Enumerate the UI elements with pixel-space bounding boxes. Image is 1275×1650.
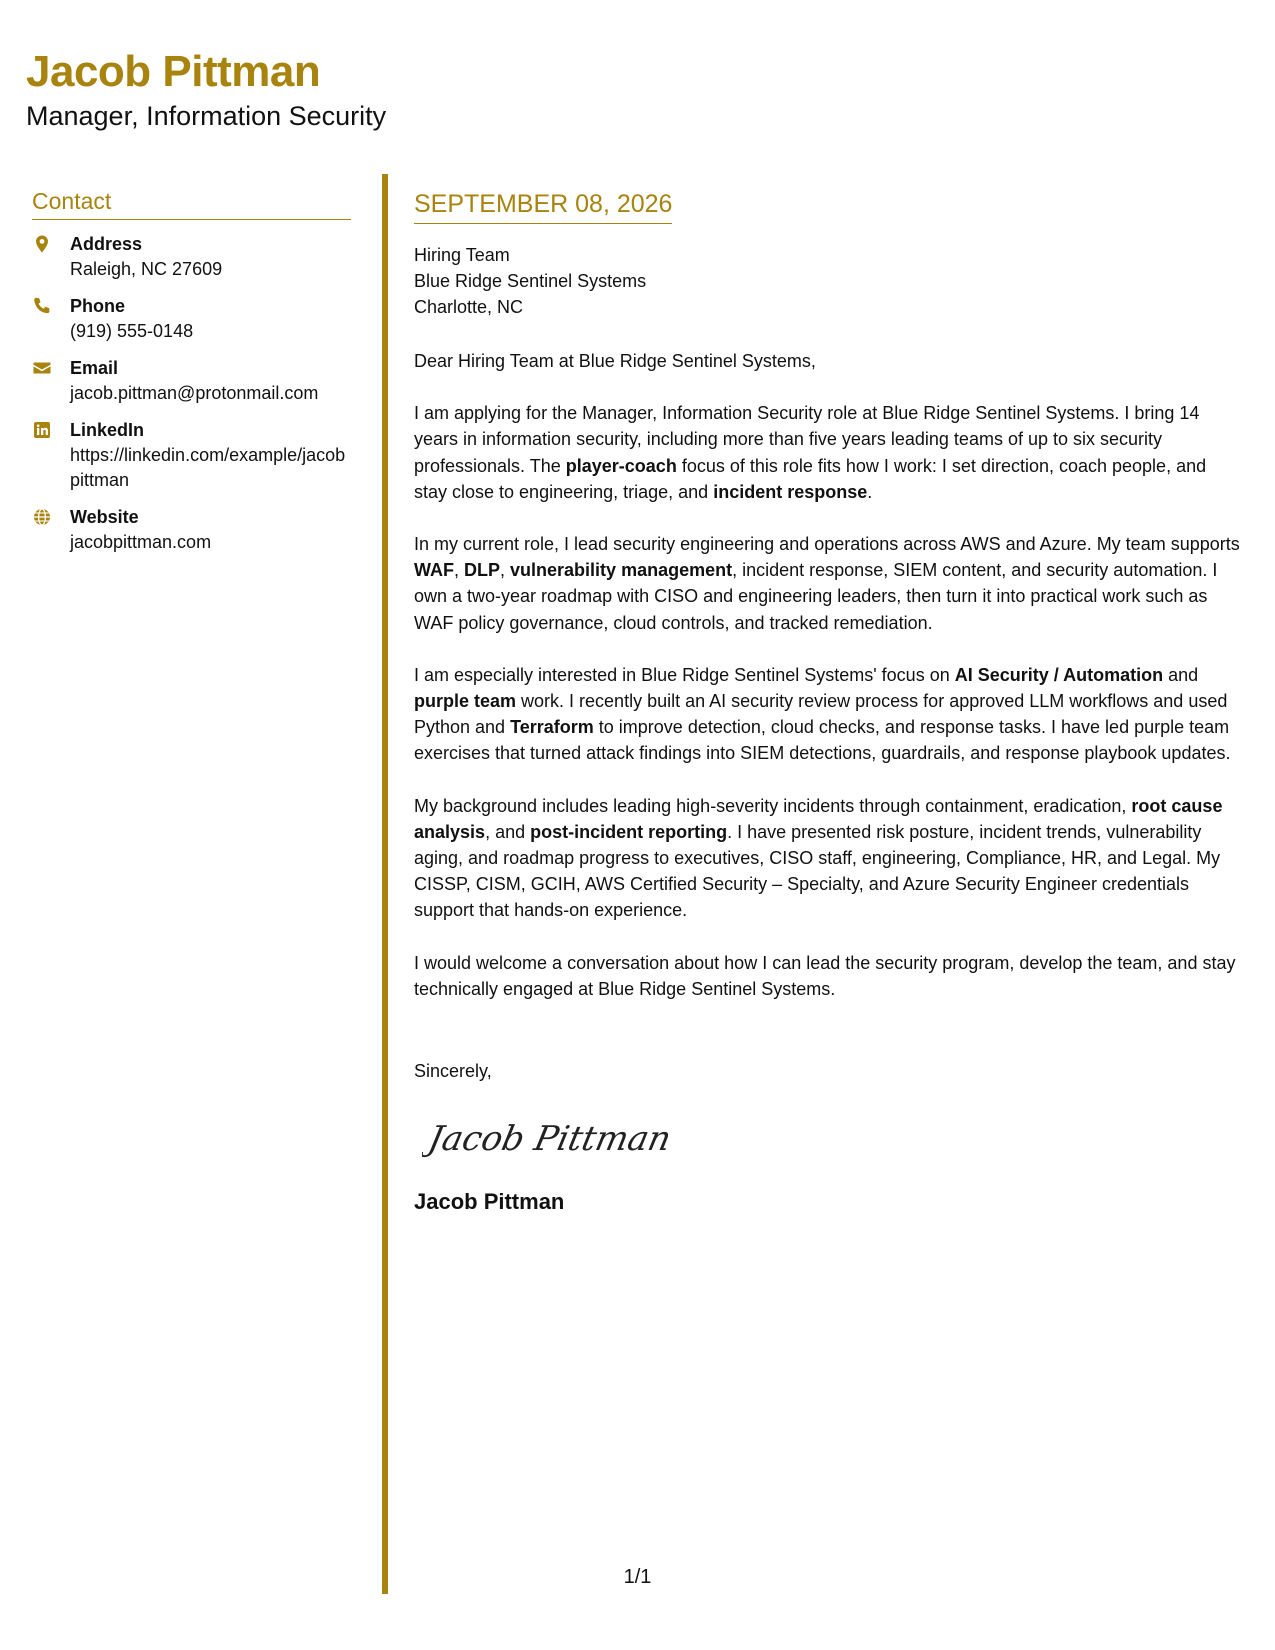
- body-paragraph: [414, 662, 1244, 767]
- recipient-block: [414, 242, 1244, 320]
- job-title: Manager, Information Security: [26, 101, 387, 131]
- map-pin-icon: [32, 234, 52, 254]
- globe-icon: [32, 507, 52, 527]
- column-divider: [382, 174, 388, 1594]
- recipient-line: Blue Ridge Sentinel Systems: [414, 271, 647, 291]
- emphasis-text: purple team: [414, 691, 517, 712]
- body-paragraph: [414, 400, 1244, 505]
- body-text: to improve detection, cloud checks, and response tasks. I have led purple team exercises that turned attack findings into SIEM detections, guardrails, and response playbook updates.: [414, 717, 1231, 764]
- candidate-name: Jacob Pittman: [26, 47, 321, 96]
- body-text: I am applying for the Manager, Information Security role at Blue Ridge Sentinel Systems. I bring 14 years in information security, including more than five years leading teams of up to six security professionals. The: [414, 403, 1200, 476]
- body-text: I am especially interested in Blue Ridge Sentinel Systems' focus on: [414, 664, 955, 685]
- body-paragraph: [414, 793, 1244, 924]
- emphasis-text: AI Security / Automation: [954, 664, 1164, 685]
- signature-text: Jacob Pittman: [424, 1119, 675, 1159]
- contact-item-linkedin: [32, 418, 351, 493]
- handwritten-signature: [422, 1106, 682, 1166]
- letter-body: [414, 190, 1244, 1215]
- body-text: work. I recently built an AI security review process for approved LLM workflows and used Python and: [414, 691, 1228, 738]
- recipient-line: Charlotte, NC: [414, 297, 524, 317]
- contact-label: Website: [70, 507, 139, 527]
- emphasis-text: post-incident reporting: [530, 821, 728, 842]
- contact-label: Email: [70, 358, 119, 378]
- body-text: .: [867, 481, 873, 502]
- emphasis-text: DLP: [464, 560, 501, 581]
- email-value[interactable]: jacob.pittman@protonmail.com: [70, 383, 319, 403]
- address-value: Raleigh, NC 27609: [70, 259, 223, 279]
- contact-item-email: [32, 356, 351, 406]
- body-text: My background includes leading high-severity incidents through containment, eradication,: [414, 795, 1132, 816]
- body-text: I would welcome a conversation about how I can lead the security program, develop the team, and stay technically engaged at Blue Ridge Sentinel Systems.: [414, 952, 1236, 999]
- website-value[interactable]: jacobpittman.com: [70, 532, 212, 552]
- recipient-line: Hiring Team: [414, 245, 510, 265]
- body-text: and: [1163, 664, 1199, 685]
- phone-icon: [32, 296, 52, 316]
- linkedin-value[interactable]: https://linkedin.com/example/jacobpittman: [70, 445, 346, 490]
- contact-sidebar: [32, 188, 351, 567]
- body-text: . I have presented risk posture, incident trends, vulnerability aging, and roadmap progress to executives, CISO staff, engineering, Compliance, HR, and Legal. My CISSP, CISM, GCIH, AWS Certified Security – Specialty, and Azure Security Engineer credentials support that hands-on experience.: [414, 821, 1221, 921]
- contact-heading: Contact: [32, 188, 351, 220]
- linkedin-icon: [32, 420, 52, 440]
- emphasis-text: Terraform: [510, 717, 594, 738]
- page-number: 1/1: [623, 1566, 652, 1588]
- body-text: ,: [500, 560, 511, 581]
- body-paragraph: [414, 531, 1244, 636]
- contact-item-address: [32, 232, 351, 282]
- greeting: Dear Hiring Team at Blue Ridge Sentinel Systems,: [414, 351, 816, 371]
- contact-label: Address: [70, 234, 143, 254]
- signer-name: Jacob Pittman: [414, 1189, 565, 1215]
- body-text: , and: [485, 821, 531, 842]
- contact-item-website: [32, 505, 351, 555]
- emphasis-text: root cause analysis: [414, 795, 1223, 842]
- body-text: In my current role, I lead security engineering and operations across AWS and Azure. My team supports: [414, 534, 1240, 555]
- body-text: , incident response, SIEM content, and security automation. I own a two-year roadmap with CISO and engineering leaders, then turn it into practical work such as WAF policy governance, cloud controls, and tracked remediation.: [414, 560, 1218, 633]
- emphasis-text: WAF: [414, 560, 454, 581]
- body-text: ,: [454, 560, 465, 581]
- envelope-icon: [32, 358, 52, 378]
- emphasis-text: vulnerability management: [510, 560, 733, 581]
- contact-item-phone: [32, 294, 351, 344]
- contact-label: Phone: [70, 296, 126, 316]
- emphasis-text: player-coach: [565, 455, 677, 476]
- letter-date: SEPTEMBER 08, 2026: [414, 190, 672, 224]
- contact-label: LinkedIn: [70, 420, 145, 440]
- phone-value: (919) 555-0148: [70, 321, 194, 341]
- body-text: focus of this role fits how I work: I set direction, coach people, and stay close to engineering, triage, and: [414, 455, 1207, 502]
- closing: Sincerely,: [414, 1061, 492, 1082]
- emphasis-text: incident response: [713, 481, 868, 502]
- body-paragraph: [414, 950, 1244, 1002]
